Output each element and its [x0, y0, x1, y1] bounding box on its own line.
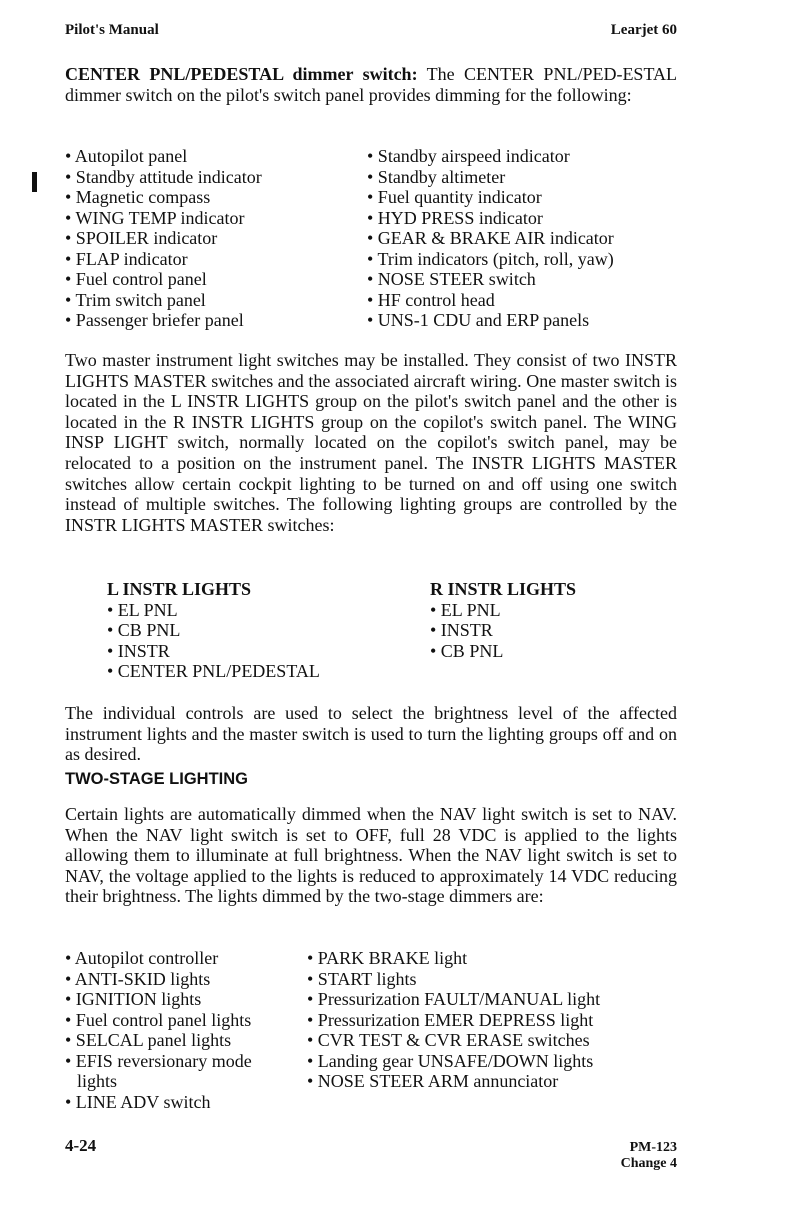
- intro-paragraph: [65, 64, 677, 105]
- manual-page: [65, 0, 677, 1224]
- list-item: • FLAP indicator: [65, 248, 188, 269]
- list-item: • HF control head: [367, 289, 495, 310]
- list-item: • WING TEMP indicator: [65, 207, 245, 228]
- list-item: • CVR TEST & CVR ERASE switches: [307, 1030, 590, 1050]
- controls-paragraph: The individual controls are used to select the brightness level of the affected instrument lights and the master switch is used to turn the lighting groups off and on as desired.: [65, 703, 677, 765]
- list-item: • NOSE STEER ARM annunciator: [307, 1071, 559, 1091]
- list-item: • EL PNL: [430, 599, 501, 620]
- list-item: • GEAR & BRAKE AIR indicator: [367, 228, 614, 248]
- dimming-list-right: [367, 146, 614, 331]
- list-item: • Fuel control panel lights: [65, 1009, 252, 1030]
- list-item: • Pressurization FAULT/MANUAL light: [307, 989, 601, 1009]
- page-number: 4-24: [65, 1136, 97, 1155]
- change-number: Change 4: [620, 1156, 677, 1171]
- dimming-list-left: [65, 146, 262, 331]
- list-item: • IGNITION lights: [65, 989, 202, 1009]
- list-item: • HYD PRESS indicator: [367, 207, 543, 228]
- list-item: • Standby airspeed indicator: [367, 146, 570, 166]
- list-item: • EL PNL: [107, 599, 178, 620]
- header-aircraft-model: Learjet 60: [610, 22, 677, 38]
- master-switch-paragraph: Two master instrument light switches may be installed. They consist of two INSTR LIGHTS MASTER switches and the associated aircraft wiring. One master switch is located in the L INSTR LIGHTS group on the pilot's switch panel and the other is located in the R INSTR LIGHTS group on the copilot's switch panel. The WING INSP LIGHT switch, normally located on the copilot's switch panel, may be relocated to a position on the instrument panel. The INSTR LIGHTS MASTER switches allow certain cockpit lighting to be turned on and off using one switch instead of multiple switches. The following lighting groups are controlled by the INSTR LIGHTS MASTER switches:: [65, 350, 677, 535]
- revision-bar: [32, 172, 37, 192]
- list-item: • CENTER PNL/PEDESTAL: [107, 661, 320, 681]
- list-item: • Fuel quantity indicator: [367, 187, 542, 207]
- list-item: • Autopilot controller: [65, 948, 219, 968]
- two-stage-list-left: [65, 948, 252, 1112]
- two-stage-list-right: [307, 948, 600, 1092]
- list-item: • Autopilot panel: [65, 146, 188, 166]
- page-header: [65, 22, 677, 42]
- list-item: • ANTI-SKID lights: [65, 968, 211, 989]
- intro-bold-lead: CENTER PNL/PEDESTAL dimmer switch:: [65, 64, 418, 84]
- list-item: • Magnetic compass: [65, 187, 211, 207]
- list-item-continuation: lights: [77, 1071, 118, 1091]
- r-instr-lights-title: R INSTR LIGHTS: [430, 579, 577, 599]
- list-item: • Landing gear UNSAFE/DOWN lights: [307, 1050, 594, 1071]
- header-manual-title: Pilot's Manual: [65, 22, 159, 38]
- list-item: • Fuel control panel: [65, 269, 207, 289]
- list-item: • Trim indicators (pitch, roll, yaw): [367, 248, 614, 269]
- list-item: • UNS-1 CDU and ERP panels: [367, 310, 590, 330]
- list-item: • Passenger briefer panel: [65, 310, 244, 330]
- r-instr-lights-group: [430, 579, 576, 661]
- l-instr-lights-title: L INSTR LIGHTS: [107, 579, 252, 599]
- list-item: • NOSE STEER switch: [367, 269, 536, 289]
- intro-text: The CENTER PNL/PED-ESTAL dimmer switch on the pilot's switch panel provides dimming for the following:: [65, 64, 677, 105]
- list-item: • INSTR: [107, 640, 170, 661]
- document-number: PM-123: [629, 1140, 677, 1155]
- list-item: • INSTR: [430, 620, 493, 640]
- list-item: • CB PNL: [107, 620, 181, 640]
- l-instr-lights-group: [107, 579, 320, 682]
- list-item: • Standby altimeter: [367, 166, 506, 187]
- list-item: • Pressurization EMER DEPRESS light: [307, 1009, 594, 1030]
- list-item: • SPOILER indicator: [65, 228, 218, 248]
- list-item: • LINE ADV switch: [65, 1091, 211, 1112]
- two-stage-paragraph: Certain lights are automatically dimmed when the NAV light switch is set to NAV. When the NAV light switch is set to OFF, full 28 VDC is applied to the lights allowing them to illuminate at full brightness. When the NAV light switch is set to NAV, the voltage applied to the lights is reduced to approximately 14 VDC reducing their brightness. The lights dimmed by the two-stage dimmers are:: [65, 804, 677, 907]
- list-item: • PARK BRAKE light: [307, 948, 468, 968]
- list-item: • Trim switch panel: [65, 289, 206, 310]
- section-heading: TWO-STAGE LIGHTING: [65, 770, 249, 788]
- list-item: • START lights: [307, 968, 417, 989]
- list-item: • SELCAL panel lights: [65, 1030, 232, 1050]
- list-item: • CB PNL: [430, 640, 504, 661]
- list-item: • Standby attitude indicator: [65, 166, 262, 187]
- document-id: [621, 1140, 677, 1172]
- list-item: • EFIS reversionary mode: [65, 1050, 252, 1071]
